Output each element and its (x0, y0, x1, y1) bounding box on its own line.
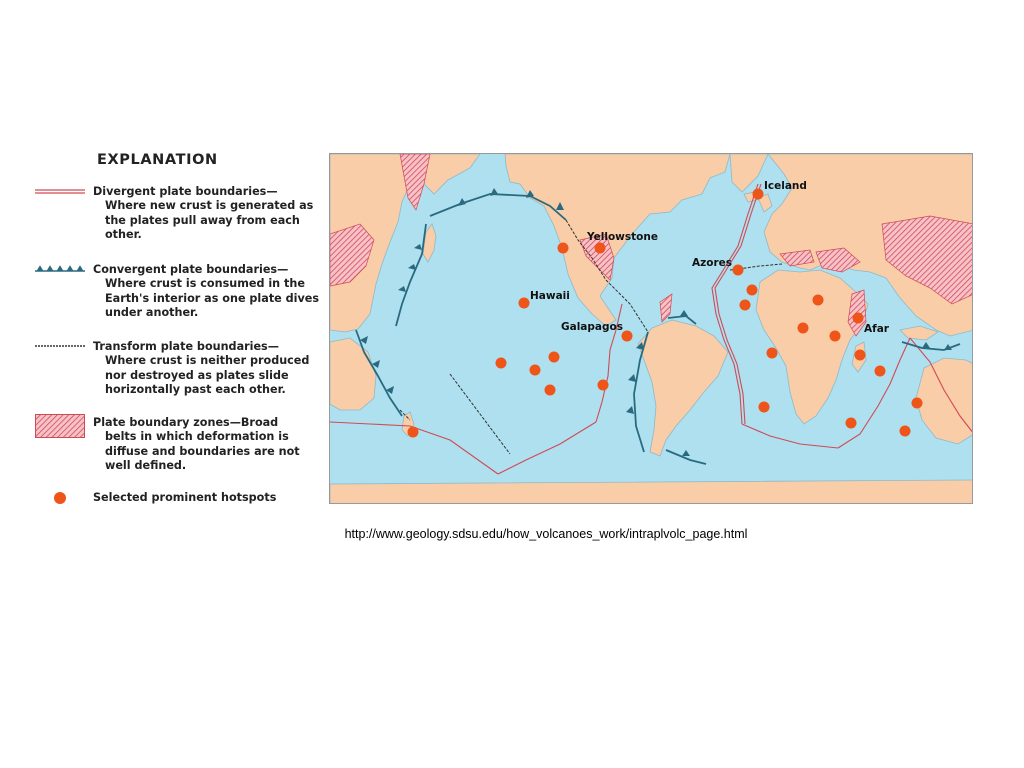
hotspot-balleny (408, 427, 419, 438)
hotspot-pitcairn (545, 385, 556, 396)
legend-head-transform: Transform plate boundaries— (93, 340, 279, 353)
legend-text-hotspots (93, 491, 325, 505)
hotspot-tristan (759, 402, 770, 413)
legend-desc-divergent: Where new crust is generated as the plates pull away from each other. (105, 199, 314, 242)
hotspot-marquesas (530, 365, 541, 376)
source-url: http://www.geology.sdsu.edu/how_volcanoes_work/intraplvolc_page.html (344, 527, 748, 541)
hotspot-hawaii (519, 298, 530, 309)
plate-tectonics-map (329, 153, 973, 504)
label-iceland: Iceland (764, 180, 807, 192)
hotspot-reunion (875, 366, 886, 377)
label-hawaii: Hawaii (530, 290, 570, 302)
legend-text-divergent (93, 185, 325, 243)
hotspot-yellowstone (595, 243, 606, 254)
hotspot-hoggar (813, 295, 824, 306)
hotspot-azores (733, 265, 744, 276)
legend-desc-transform: Where crust is neither produced nor destroyed as plates slide horizontally past each other. (105, 354, 310, 397)
transform-line-icon (35, 343, 85, 349)
label-azores: Azores (692, 257, 733, 269)
hotspot-dot-icon (53, 491, 67, 505)
hotspot-iceland (753, 189, 764, 200)
label-afar: Afar (864, 323, 889, 335)
hotspot-cobb (558, 243, 569, 254)
hotspot-cape-verde (740, 300, 751, 311)
legend-title: EXPLANATION (97, 152, 218, 168)
world-map-svg (330, 154, 973, 504)
divergent-line-icon (35, 188, 85, 196)
hotspot-galapagos (622, 331, 633, 342)
legend-desc-convergent: Where crust is consumed in the Earth's interior as one plate dives under another. (105, 277, 320, 320)
hotspot-cameroon (798, 323, 809, 334)
hotspot-comoros (855, 350, 866, 361)
legend-desc-zones: belts in which deformation is diffuse and boundaries are not well defined. (105, 430, 300, 473)
hotspot-samoa (496, 358, 507, 369)
hotspot-crozet (846, 418, 857, 429)
label-yellowstone: Yellowstone (587, 231, 658, 243)
legend-head-hotspots: Selected prominent hotspots (93, 491, 277, 504)
hotspot-society (549, 352, 560, 363)
legend-text-convergent (93, 263, 325, 321)
legend-head-zones: Plate boundary zones—Broad (93, 416, 279, 429)
hotspot-easter (598, 380, 609, 391)
hotspot-afar (853, 313, 864, 324)
legend-text-zones (93, 416, 325, 474)
legend-text-transform (93, 340, 325, 398)
legend-head-divergent: Divergent plate boundaries— (93, 185, 278, 198)
boundary-zone-icon (35, 414, 85, 438)
label-galapagos: Galapagos (561, 321, 623, 333)
hotspot-ascension (767, 348, 778, 359)
landmass-antarctica (330, 480, 973, 504)
hotspot-heard (900, 426, 911, 437)
convergent-line-icon (35, 264, 85, 274)
hotspot-canary (747, 285, 758, 296)
legend-head-convergent: Convergent plate boundaries— (93, 263, 289, 276)
hotspot-east-africa (830, 331, 841, 342)
hotspot-kerguelen (912, 398, 923, 409)
